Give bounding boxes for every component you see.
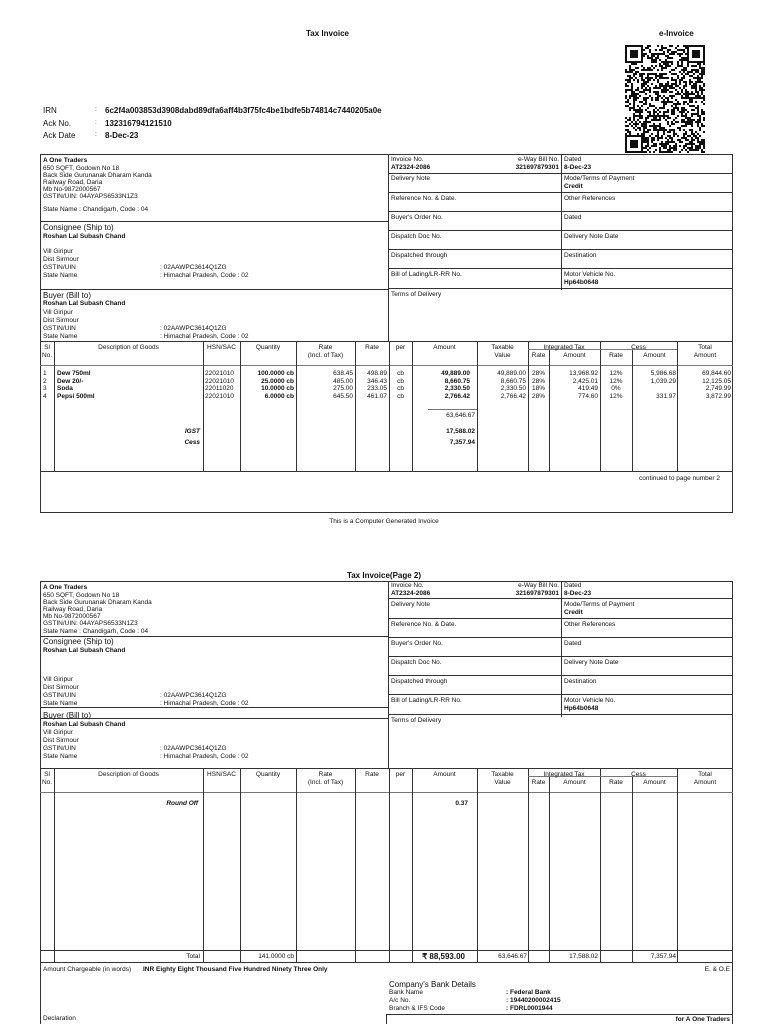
item-description: Dew 750ml [57, 370, 91, 377]
irn-label: IRN [43, 106, 57, 115]
item-row-sl: 2 [43, 377, 47, 385]
round-off-value: 0.37 [455, 800, 468, 807]
item-row-sl: 3 [43, 385, 47, 392]
col-quantity: Quantity [255, 344, 281, 351]
col-integrated-tax: Integrated Tax [543, 771, 585, 778]
total-quantity: 141.0000 cb [258, 953, 294, 960]
col-amount: Amount [433, 344, 456, 351]
einvoice-label: e-Invoice [659, 29, 694, 38]
col-total: Total [698, 344, 712, 351]
col-quantity: Quantity [255, 771, 281, 778]
invoice-date: 8-Dec-23 [564, 164, 592, 171]
col-description: Description of Goods [98, 344, 159, 351]
col-hsn: HSN/SAC [207, 771, 236, 778]
col-rate: Rate [365, 771, 379, 778]
qr-code [625, 45, 705, 153]
col-amount: Amount [433, 771, 456, 778]
bank-heading: Company's Bank Details [389, 980, 476, 989]
seller-name: A One Traders [43, 157, 88, 164]
computer-generated-note: This is a Computer Generated Invoice [329, 518, 439, 525]
col-sl: Sl [44, 344, 50, 351]
irn-value: 6c2f4a003853d3908dabd89dfa6aff4b3f75fc4be1bdfe5b74814c7440205a0e [105, 106, 382, 115]
col-cess: Cess [631, 344, 646, 351]
buyer-heading: Buyer (Bill to) [43, 291, 92, 300]
continued-note: continued to page number 2 [639, 475, 720, 482]
col-integrated-tax: Integrated Tax [543, 344, 585, 351]
item-description: Dew 20/- [57, 377, 84, 385]
col-total: Total [698, 771, 712, 778]
col-sl: Sl [44, 771, 50, 778]
ack-no-value: 132316794121510 [105, 119, 172, 128]
consignee-name: Roshan Lal Subash Chand [43, 233, 126, 240]
col-hsn: HSN/SAC [207, 344, 236, 351]
total-label: Total [186, 953, 200, 960]
col-rate-incl: Rate [318, 344, 333, 351]
item-description: Soda [57, 385, 73, 392]
for-company: for A One Traders [675, 1016, 730, 1023]
ack-no-label: Ack No. [43, 119, 72, 128]
invoice-title-page2: Tax Invoice(Page 2) [346, 571, 422, 580]
total-amount: ₹ 88,593.00 [422, 952, 465, 961]
amount-in-words: INR Eighty Eight Thousand Five Hundred Ninety Three Only [143, 966, 328, 973]
ack-date-label: Ack Date [43, 131, 76, 140]
col-cess: Cess [631, 771, 646, 778]
ack-date-value: 8-Dec-23 [105, 131, 139, 140]
buyer-name: Roshan Lal Subash Chand [43, 300, 126, 307]
col-rate: Rate [365, 344, 379, 351]
item-row-sl: 4 [43, 392, 47, 400]
invoice-number: AT2324-2086 [391, 164, 431, 171]
declaration-label: Declaration [43, 1015, 76, 1022]
col-description: Description of Goods [98, 771, 159, 778]
col-per: per [395, 771, 406, 778]
col-rate-incl: Rate [318, 771, 333, 778]
invoice-title: Tax Invoice [306, 29, 349, 38]
round-off-label: Round Off [166, 800, 198, 807]
eway-bill-number: 321697879301 [515, 164, 559, 171]
col-taxable: Taxable [491, 771, 514, 778]
item-row-sl: 1 [43, 370, 47, 377]
col-taxable: Taxable [491, 344, 514, 351]
col-per: per [395, 344, 406, 351]
consignee-heading: Consignee (Ship to) [43, 223, 114, 232]
item-description: Pepsi 500ml [57, 392, 95, 400]
